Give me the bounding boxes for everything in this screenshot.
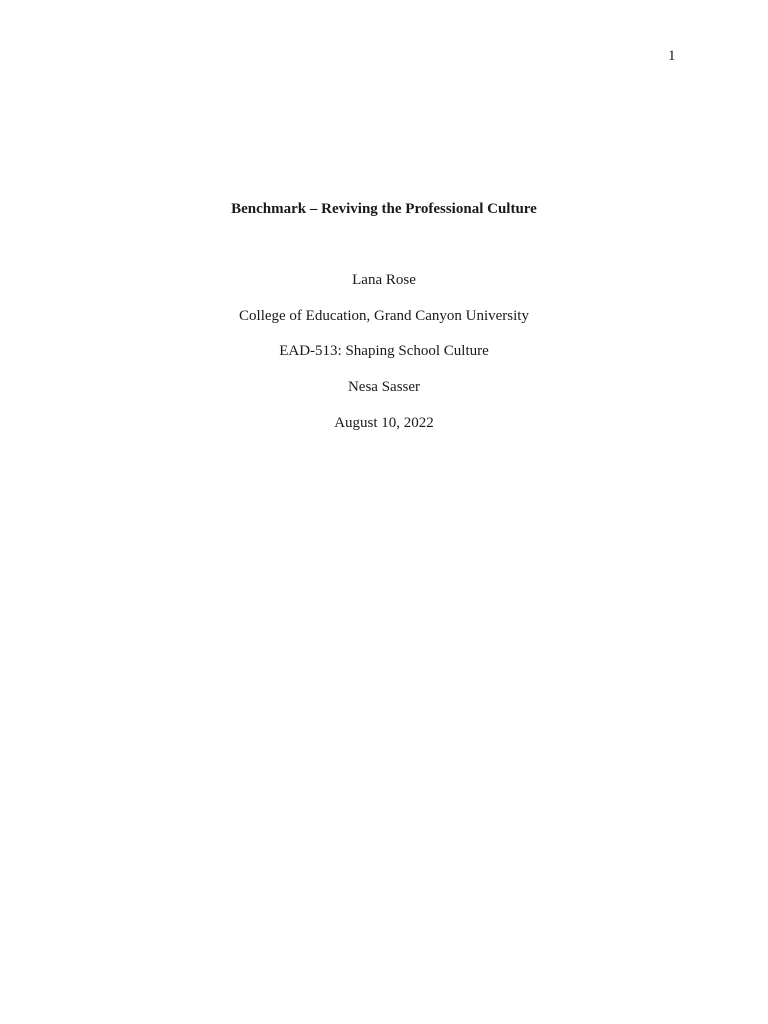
institution-affiliation: College of Education, Grand Canyon University (239, 308, 529, 324)
author-name: Lana Rose (352, 272, 416, 288)
submission-date: August 10, 2022 (334, 415, 434, 431)
instructor-name: Nesa Sasser (347, 379, 421, 395)
paper-title: Benchmark – Reviving the Professional Culture (231, 201, 537, 217)
page-number: 1 (668, 48, 676, 64)
course-name: EAD-513: Shaping School Culture (279, 343, 489, 359)
